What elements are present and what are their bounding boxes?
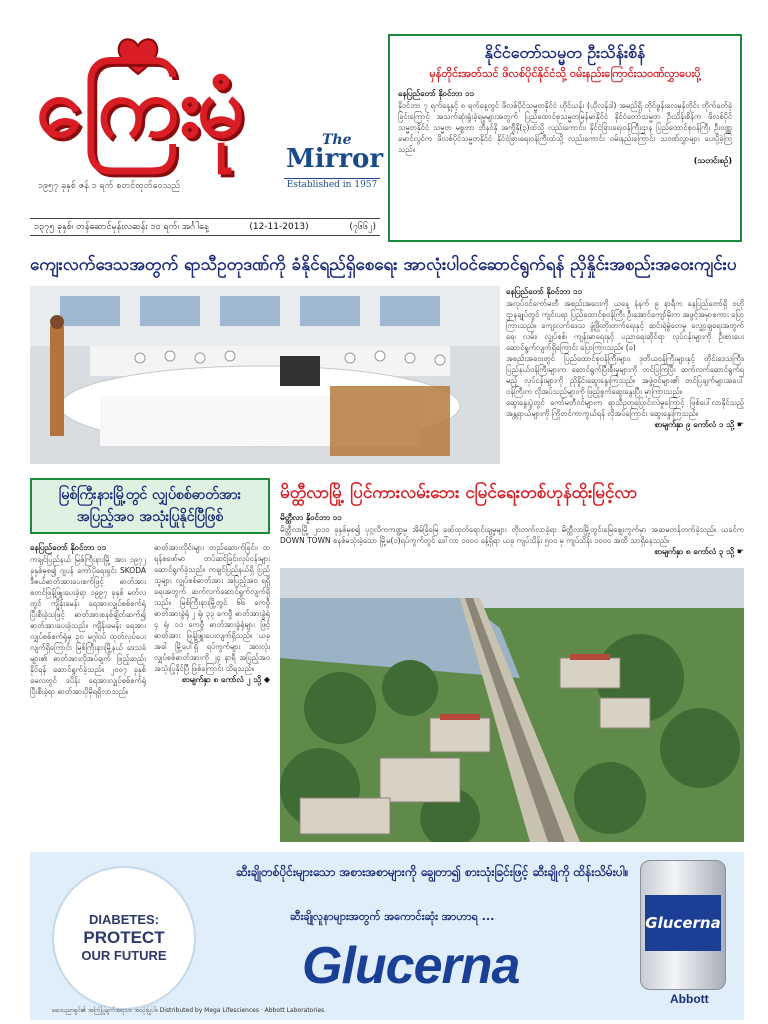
ad-footer: ဆေးပညာရှင်၏ အကြံပြုချက်အရသာ အသုံးပြုပါ။ Distributed by Mega Lifesciences · Abbott Laboratories: [52, 1007, 325, 1014]
dateline-date: (12-11-2013): [249, 222, 309, 232]
logo-script: ကြေးမုံ: [36, 57, 241, 156]
dateline-issue: (၇၆၆၂): [349, 221, 376, 232]
ad-badge-line-1: DIABETES:: [88, 912, 160, 927]
product-can: [640, 860, 726, 990]
ad-subline: ဆီးချိုလူနာများအတွက် အကောင်းဆုံး အာဟာရ ...: [290, 910, 495, 923]
left-story-text: [30, 542, 270, 842]
dateline-text: ၁၃၇၅ ခုနှစ်၊ တန်ဆောင်မုန်းလဆန်း ၁၀ ရက်၊ အင်္ဂါနေ့: [34, 221, 209, 232]
top-story-continued[interactable]: (သတင်းစဉ်): [693, 156, 732, 165]
main-story-body-2: အစည်းအဝေးတွင် ပြည်ထောင်စုဝန်ကြီးများ၊ ဒုတိယဝန်ကြီးများနှင့် တိုင်းဒေသကြီး၊ ပြည်နယ်ဝန်ကြီးများက ဆောင်ရွက်ပြီးစီးမှုများကို တင်ပြကြပြီး ဆက်လက်ဆောင်ရွက်ရမည့် လုပ်ငန်းများကို ညှိနှိုင်းဆွေးနွေးကြသည်။ အဖွဲ့ဝင်များ၏ တင်ပြချက်များအပေါ် ဝန်ကြီးက လိုအပ်သည်များကို ဖြည့်စွက်ဆွေးနွေးပြီး မှာကြားသည်။: [506, 354, 744, 396]
top-story-box: [388, 34, 742, 242]
ad-diabetes-badge: [52, 866, 196, 1010]
masthead-tagline: ၁၉၅၇ ခုနှစ် ဇန် ၁ ရက် စတင်ထုတ်ဝေသည်: [38, 181, 181, 191]
ad-brand: Glucerna: [302, 937, 520, 995]
right-story-continued[interactable]: စာမျက်နှာ ၈ ကော်လံ ၃ သို့ ☛: [654, 547, 744, 556]
product-can-label: Glucerna: [645, 895, 721, 951]
aerial-town-photo: [280, 568, 744, 842]
logo-the: The: [322, 132, 352, 148]
main-story-continued[interactable]: စာမျက်နှာ ၉ ကော်လံ ၁ သို့ ☛: [654, 420, 744, 429]
meeting-photo: [30, 286, 500, 464]
top-story-body: နိုဝင်ဘာ ၇ ရက်နေ့နှင့် ၈ ရက်နေ့တွင် ဖိလစ်ပိုင်သမ္မတနိုင်ငံ ဟိုင်ယန်း (ယိုလန်ဒါ) အမည်ရှိ တိုင်ဖွန်းလေမုန်တိုင်း တိုက်ခတ်ခဲ့ခြင်းကြောင့် အသက်ဆုံးရှုံးခဲ့ရမှုများအတွက် ပြည်ထောင်စုသမ္မတမြန်မာနိုင်ငံ နိုင်ငံတော်သမ္မတ ဦးသိန်းစိန်က ဖိလစ်ပိုင်သမ္မတနိုင်ငံ သမ္မတ မစ္စတာ ဘီနင်နို အကွီနို(၃)ထံသို့ လည်းကောင်း၊ နိုင်ငံခြားရေးဝန်ကြီးဌာန ပြည်ထောင်စုဝန်ကြီး ဦးဝဏ္ဏမောင်လွင်က ဖိလစ်ပိုင်သမ္မတနိုင်ငံ နိုင်ငံခြားရေးဝန်ကြီးထံသို့ လည်းကောင်း ဝမ်းနည်းကြောင်း သဝဏ်လွှာများ ပေးပို့ခဲ့ကြသည်။: [398, 101, 732, 154]
main-story-text: [506, 286, 744, 466]
ad-headline: ဆီးချိုတစ်ပိုင်းများသော အစားအစာများကို ချွေတာ၍ စားသုံးခြင်းဖြင့် ဆီးချိုကို ထိန်းသိမ်းပါ။: [236, 865, 629, 879]
glucerna-ad[interactable]: [30, 852, 744, 1020]
left-story-body-1: ကချင်ပြည်နယ် မြစ်ကြီးနားမြို့ အား ၁၉၇၂ ခုနှစ်မှစ၍ ဂျပန် ကော်ပိုရေးရှင်း SKODA ဒီဇယ်ဓာတ်အားပေးစက်ဖြင့် ဓာတ်အားစတင်ဖြန့်ဖြူးပေးခဲ့ရာ ၁၉၉၇ ခုနှစ် မတ်လတွင် ကျိန်းခမန်း ရေအားလျှပ်စစ်စက်ရုံ ပြီးစီးခဲ့သဖြင့် ဓာတ်အားစနစ်ချိတ်ဆက်၍ ဓာတ်အားပေးခဲ့သည်။ ကျိန်းခမန်း ရေအားလျှပ်စစ်စက်ရုံမှ ၃၀ မဂ္ဂါဝပ် ထုတ်လုပ်ပေးလျက်ရှိကြောင်း မြစ်ကြီးနားမြို့နယ် ဒေသခံများ၏ ဓာတ်အားလိုအပ်ချက် ဖြည့်ဆည်းနိုင်ရန် ဆောင်ရွက်ခဲ့သည်။ ၂၀၀၇ ခုနှစ် မေလတွင် ဒပိန်း ရေအားလျှပ်စစ်စက်ရုံ ပြီးစီးခဲ့ရာ ဓာတ်အားပိုမိုရရှိလာသည်။: [30, 555, 146, 696]
right-story-byline: မိတ္ထီလာ နိုဝင်ဘာ ၁၁: [280, 513, 342, 522]
ad-abbott-logo: Abbott: [670, 992, 709, 1006]
left-story-headline-2[interactable]: အပြည့်အဝ အသုံးပြုနိုင်ပြီဖြစ်: [76, 509, 224, 525]
left-story-col-2: [154, 542, 270, 842]
left-story-continued[interactable]: စာမျက်နှာ ၈ ကော်လံ ၂ သို့ ◆: [181, 675, 270, 684]
top-story-subheadline[interactable]: မှန်တိုင်းအတ်သင် ဖိလစ်ပိုင်နိုင်ငံသို့ ဝမ်းနည်းကြောင်းသဝဏ်လွှာပေးပို့: [429, 67, 701, 80]
left-story-col-1: [30, 542, 146, 842]
ad-badge-line-3: OUR FUTURE: [81, 948, 167, 963]
meeting-photo-illustration: [30, 286, 500, 464]
masthead: [30, 30, 384, 210]
right-story-text: [280, 512, 744, 564]
top-story-byline: နေပြည်တော် နိုဝင်ဘာ ၁၁: [398, 89, 475, 98]
top-story-headline[interactable]: နိုင်ငံတော်သမ္မတ ဦးသိန်းစိန်: [484, 43, 646, 62]
right-story-headline[interactable]: မိတ္ထီလာမြို့ ပြင်ကားလမ်းဘေး ငမြင်ရေးတစ်ဟုန်ထိုးမြင့်လာ: [280, 483, 638, 503]
ad-badge-line-2: PROTECT: [83, 928, 165, 947]
right-story-body: မိတ္ထီလာမြို့ ၂၀၁၀ ခုနှစ်မှစ၍ ပုဂ္ဂလိကကဏ္ဍမှ အိမ်ခြံမြေ ဖော်ထုတ်ရောင်းချမှုများ တိုးတက်လာခဲ့ရာ မိတ္ထီလာမြို့တွင်းမြေဈေးကွက်မှာ အဆမတန်တက်ခဲ့သည်။ ယခင်က DOWN TOWN စနစ်မသုံးခဲ့သော မြို့မ(၁)ရပ်ကွက်တွင် ဒေါ်လာ ၁၀၀၀ ခန့်ရှိရာ ယခု ကျပ်သိန်း ၅၀၀ မှ ကျပ်သိန်း ၁၀၀၀ အထိ သာရှိနေသည်။: [280, 525, 744, 545]
left-story-byline: နေပြည်တော် နိုဝင်ဘာ ၁၁: [30, 543, 107, 552]
logo-mirror: Mirror: [286, 144, 384, 174]
main-story-body-1: အလုပ်ဝင်ကော်မတီ အစည်းအဝေးကို ယနေ့ နံနက် ၉ နာရီက နေပြည်တော်ရှိ ဗဟိုဌာနချုပ်တွင် ကျင်းပရာ ပြည်ထောင်စုဝန်ကြီး ဦးအောင်ကျော်မိုးက အဖွင့်အမှာစကား ပြောကြားသည်။ ကျေးလက်ဒေသ ဖွံ့ဖြိုးတိုးတက်ရေးနှင့် ဆင်းရဲမွဲတေမှု လျှော့ချရေးအတွက် ရေ၊ လမ်း၊ လျှပ်စစ်၊ ကျန်းမာရေးနှင့် ပညာရေးဆိုင်ရာ လုပ်ငန်းများကို ဦးစားပေး ဆောင်ရွက်လျက်ရှိကြောင်း ပြောကြားသည်။ (ခ): [506, 299, 744, 352]
aerial-town-illustration: [280, 568, 744, 842]
left-story-body-2: ဓာတ်အားလိုင်းများ တည်ဆောက်ခြင်း၊ ထရန်စဖော်မာ တပ်ဆင်ခြင်းလုပ်ငန်းများ ဆောင်ရွက်ခဲ့သည်။ ကချင်ပြည်နယ်ရှိ ပြည်သူများ လျှပ်စစ်ဓာတ်အား အပြည့်အဝ ရရှိရေးအတွက် ဆက်လက်ဆောင်ရွက်လျက်ရှိသည်။ မြစ်ကြီးနားမြို့တွင် ၆၆ ကေဗွီ ဓာတ်အားခွဲရုံ ၂ ရုံ၊ ၃၃ ကေဗွီ ဓာတ်အားခွဲရုံ ၄ ရုံ၊ ၁၁ ကေဗွီ ဓာတ်အားခွဲရုံများ ဖြင့် ဓာတ်အား ဖြန့်ဖြူးပေးလျက်ရှိသည်။ ယခုအခါ မြို့ပေါ်ရှိ ရပ်ကွက်များ အားလုံး လျှပ်စစ်ဓာတ်အားကို ၂၄ နာရီ အပြည့်အဝ အသုံးပြုနိုင်ပြီ ဖြစ်ကြောင်း သိရသည်။: [154, 543, 270, 673]
logo: [30, 30, 384, 191]
main-story-byline: နေပြည်တော် နိုဝင်ဘာ ၁၁: [506, 287, 583, 296]
dateline: [30, 218, 380, 236]
left-story-headline-box: [30, 478, 270, 534]
main-headline[interactable]: ကျေးလက်ဒေသအတွက် ရာသီဥတုဒဏ်ကို ခံနိုင်ရည်ရှိစေရေး အာလုံးပါဝင်ဆောင်ရွက်ရန် ညှိနှိုင်းအစည်းအဝေးကျင်းပ: [30, 255, 737, 275]
main-story-body-3: ဆွေးနွေးပွဲတွင် ကော်မတီဝင်များက ရာသီဥတုပြောင်းလဲမှုကြောင့် ဖြစ်ပေါ်လာနိုင်သည့် အန္တရာယ်များကို ကြိုတင်ကာကွယ်ရန် လိုအပ်ကြောင်း ဆွေးနွေးကြသည်။: [506, 398, 744, 418]
logo-established: Established in 1957: [284, 178, 380, 190]
left-story-headline-1[interactable]: မြစ်ကြီးနားမြို့တွင် လျှပ်စစ်ဓာတ်အား: [58, 487, 242, 503]
